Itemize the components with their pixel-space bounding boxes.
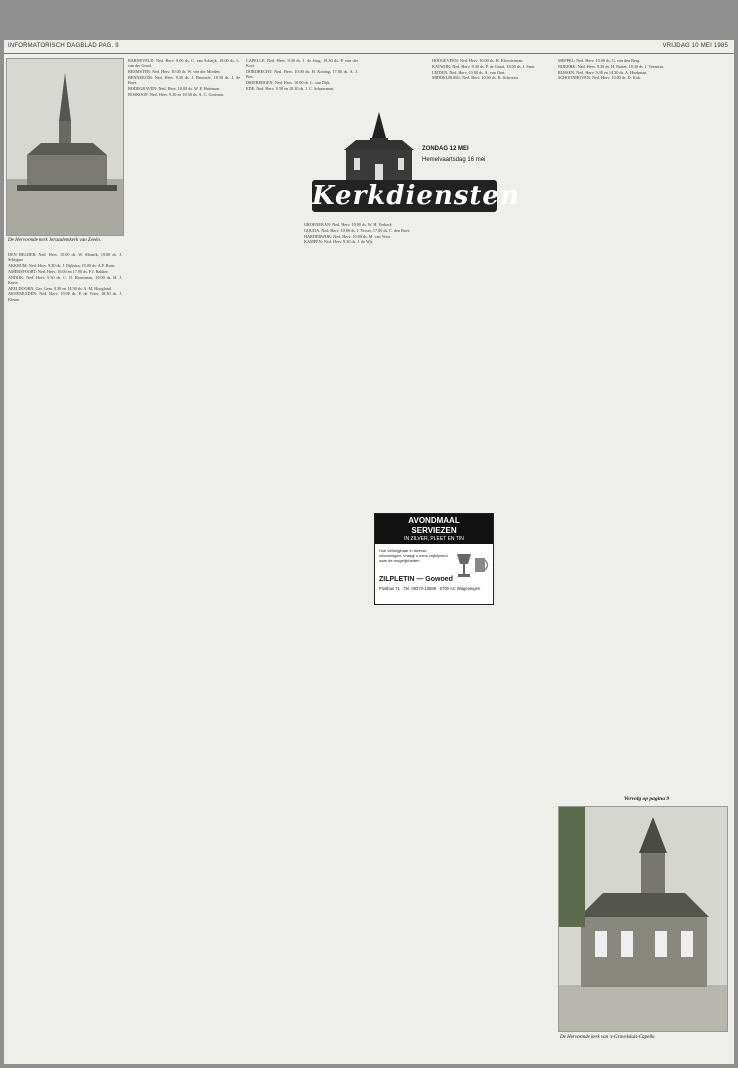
listing-entry: LEIDEN: Ned. Herv. 10.00 ds. A. van Oort. — [432, 69, 506, 75]
listing-entry: AKKRUM: Ned. Herv. 9.30 ds. J. Dijkstra, 19.00 ds. A.F. Reen. — [8, 263, 116, 268]
listing-entry: KAMPEN: Ned. Herv. 9.30 ds. J. de Wit. — [304, 239, 374, 245]
masthead-title: Kerkdiensten — [312, 181, 520, 211]
listing-entry: MIDDELBURG: Ned. Herv. 10.00 ds. K. Schroten. — [432, 75, 519, 81]
listing-column-2 — [128, 58, 240, 1052]
listing-column-6 — [558, 58, 728, 788]
listing-entry: GOUDA: Ned. Herv. 10.00 ds. J. Visser, 17.00 ds. C. den Boer. — [304, 227, 411, 233]
header-date: VRIJDAG 10 MEI 1985 — [662, 43, 728, 49]
listing-entry: GROENEKAN: Ned. Herv. 10.00 ds. W. H. Verkerk. — [304, 222, 393, 227]
church-illustration-right — [559, 807, 728, 1032]
listing-entry: HOOGEVEEN: Ned. Herv. 10.00 ds. H. Kloosterman. — [432, 58, 524, 63]
church-photo-right — [558, 806, 728, 1032]
listing-entry: ANDIJK: Ned. Herv. 9.30 ds. C. N. Bouwman, 19.00 ds. H. J. Korte. — [8, 274, 122, 285]
ad-brand: ZILPLETIN — Gowoed — [379, 576, 453, 583]
chalice-icon — [451, 550, 491, 580]
listing-entry: BARNEVELD: Ned. Herv. 9.00 ds. C. van Schaijk, 19.00 ds. L. van der Graaf. — [128, 58, 240, 69]
ad-headline-1: AVONDMAAL — [375, 514, 493, 526]
listing-entry: MEPPEL: Ned. Herv. 10.00 ds. G. van den Berg. — [558, 58, 641, 63]
listing-entry: DEN HELDER: Ned. Herv. 10.00 ds. W. Mourik, 19.00 ds. J. Schipper. — [8, 252, 122, 263]
avondmaal-advertisement — [374, 513, 494, 605]
ad-address: Postbus 71 · Tel. 08370-13598 · 6700 AC Wageningen — [379, 586, 481, 591]
listing-entry: AMERSFOORT: Ned. Herv. 10.00 en 17.00 ds. F.J. Bakker. — [8, 268, 109, 274]
listing-entry: DRIEBERGEN: Ned. Herv. 10.00 ds. L. van Dijk. — [246, 80, 331, 85]
newspaper-page — [4, 40, 734, 1064]
listing-entry: DORDRECHT: Ned. Herv. 10.00 ds. H. Koning, 17.00 ds. A. J. Bos. — [246, 69, 358, 80]
church-illustration-left — [7, 59, 124, 236]
listing-entry: RIJSSEN: Ned. Herv. 9.30 en 14.30 ds. A. Hoekman. — [558, 69, 648, 75]
listing-entry: EDE: Ned. Herv. 9.30 en 18.30 ds. J. C. Schuurman. — [246, 85, 335, 91]
continued-note: Vervolg op pagina 9 — [624, 796, 670, 802]
listing-entry: KATWIJK: Ned. Herv. 9.30 ds. P. de Graaf, 18.00 ds. J. Smit. — [432, 63, 536, 69]
church-photo-left — [6, 58, 124, 236]
listing-entry: BEEMSTER: Ned. Herv. 10.00 ds. W. van der Mieden. — [128, 69, 221, 74]
listing-column-1 — [8, 252, 122, 1052]
listing-entry: HARDERWIJK: Ned. Herv. 10.00 ds. M. van Veen. — [304, 233, 391, 239]
ad-headline-2: SERVIEZEN — [375, 526, 493, 536]
listing-entry: BOSKOOP: Ned. Herv. 9.30 en 18.30 ds. A. C. Gorissen. — [128, 91, 225, 97]
masthead-subtitle: Hemelvaartsdag 16 mei — [422, 157, 486, 163]
photo-right-caption: De Hervormde kerk van 's-Gravelsluis-Capelle. — [560, 1035, 656, 1040]
photo-left-caption: De Hervormde kerk Jeruzalemkerk van Zeeën. — [8, 238, 102, 243]
listing-entry: SCHOONHOVEN: Ned. Herv. 10.00 ds. D. Kok. — [558, 75, 642, 81]
listing-entry: ARNEMUIDEN: Ned. Herv. 10.00 ds. P. de Vries, 18.30 ds. J. Kleine. — [8, 291, 122, 302]
page-header — [4, 40, 734, 54]
listing-entry: APELDOORN: Ger. Gem. 9.30 en 14.30 ds. A. M. Hoogland. — [8, 285, 112, 291]
listing-entry: NIJKERK: Ned. Herv. 9.30 ds. H. Ruiter, 18.30 ds. J. Veenstra. — [558, 63, 665, 69]
listing-entry: BODEGRAVEN: Ned. Herv. 10.00 ds. W. F. Huisman. — [128, 85, 220, 91]
listing-column-lower-mid — [304, 612, 428, 1052]
listing-entry: CAPELLE: Ned. Herv. 9.30 ds. J. de Jong, 18.30 ds. P. van der Kooi. — [246, 58, 358, 69]
listing-entry: BENNEKOM: Ned. Herv. 9.30 ds. J. Brouwer, 18.30 ds. J. de Boer. — [128, 74, 240, 85]
header-left: INFORMATORISCH DAGBLAD PAG. 9 — [8, 43, 119, 49]
masthead-date: ZONDAG 12 MEI — [422, 146, 469, 152]
ad-tagline: IN ZILVER, PLEET EN TIN — [375, 536, 493, 544]
listing-column-4 — [304, 222, 422, 512]
ad-body: Ook verkrijgbaar in diverse uitvoeringen. Vraagt u eens vrijblijvend naar de mogelijkheden. — [379, 548, 448, 563]
